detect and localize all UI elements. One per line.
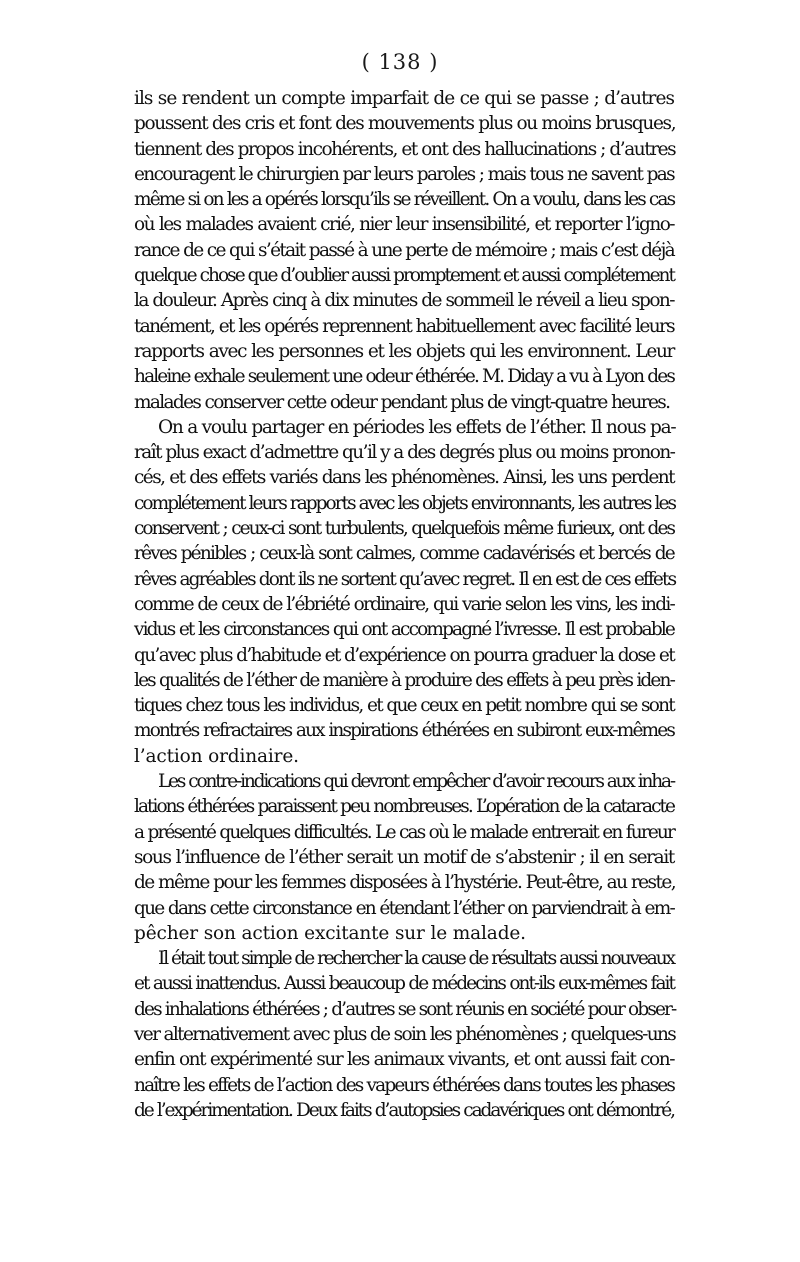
- text-line: et aussi inattendus. Aussi beaucoup de médecins ont-ils eux-mêmes fait: [134, 973, 674, 995]
- text-line: rêves pénibles ; ceux-là sont calmes, comme cadavérisés et bercés de: [134, 543, 674, 565]
- text-line: comme de ceux de l’ébriété ordinaire, qui varie selon les vins, les indi-: [134, 593, 674, 615]
- text-line: de même pour les femmes disposées à l’hystérie. Peut-être, au reste,: [134, 872, 676, 894]
- text-line: naître les effets de l’action des vapeurs éthérées dans toutes les phases: [134, 1074, 674, 1096]
- text-line: a présenté quelques difficultés. Le cas où le malade entrerait en fureur: [134, 821, 674, 843]
- text-line: haleine exhale seulement une odeur éthérée. M. Diday a vu à Lyon des: [134, 366, 675, 388]
- text-line: enfin ont expérimenté sur les animaux vivants, et ont aussi fait con-: [134, 1049, 674, 1071]
- text-line: raît plus exact d’admettre qu’il y a des degrés plus ou moins pronon-: [134, 442, 675, 464]
- text-line: la douleur. Après cinq à dix minutes de sommeil le réveil a lieu spon-: [134, 290, 674, 312]
- text-line: conservent ; ceux-ci sont turbulents, quelquefois même furieux, ont des: [134, 518, 674, 540]
- text-line: de l’expérimentation. Deux faits d’autopsies cadavériques ont démontré,: [134, 1099, 674, 1121]
- text-line: ver alternativement avec plus de soin les phénomènes ; quelques-uns: [134, 1023, 676, 1045]
- text-line: rapports avec les personnes et les objets qui les environnent. Leur: [134, 340, 674, 362]
- text-line: vidus et les circonstances qui ont accompagné l’ivresse. Il est probable: [134, 619, 674, 641]
- text-line: tiennent des propos incohérents, et ont des hallucinations ; d’autres: [134, 138, 676, 160]
- text-line: encouragent le chirurgien par leurs paroles ; mais tous ne savent pas: [134, 163, 674, 185]
- text-line: même si on les a opérés lorsqu’ils se réveillent. On a voulu, dans les cas: [134, 189, 675, 211]
- text-line: complétement leurs rapports avec les objets environnants, les autres les: [134, 492, 676, 514]
- text-line: que dans cette circonstance en étendant l’éther on parviendrait à em-: [134, 897, 674, 919]
- text-line: Les contre-indications qui devront empêcher d’avoir recours aux inha-: [158, 771, 674, 793]
- text-line: ils se rendent un compte imparfait de ce qui se passe ; d’autres: [134, 88, 674, 109]
- text-line: l’action ordinaire.: [134, 745, 299, 767]
- text-line: rance de ce qui s’était passé à une perte de mémoire ; mais c’est déjà: [134, 239, 675, 261]
- text-line: poussent des cris et font des mouvements plus ou moins brusques,: [134, 113, 676, 135]
- text-line: Il était tout simple de rechercher la cause de résultats aussi nouveaux: [158, 948, 674, 970]
- text-line: qu’avec plus d’habitude et d’expérience on pourra graduer la dose et: [134, 644, 674, 666]
- text-line: les qualités de l’éther de manière à produire des effets à peu près iden-: [134, 669, 674, 691]
- text-line: sous l’influence de l’éther serait un motif de s’abstenir ; il en serait: [134, 846, 674, 868]
- text-line: cés, et des effets variés dans les phénomènes. Ainsi, les uns perdent: [134, 467, 674, 489]
- text-line: pêcher son action excitante sur le malade.: [134, 922, 526, 944]
- text-line: On a voulu partager en périodes les effets de l’éther. Il nous pa-: [158, 416, 676, 438]
- page-number: ( 138 ): [361, 50, 439, 74]
- text-line: montrés refractaires aux inspirations éthérées en subiront eux-mêmes: [134, 720, 674, 742]
- text-line: tanément, et les opérés reprennent habituellement avec facilité leurs: [134, 315, 674, 337]
- text-line: quelque chose que d’oublier aussi promptement et aussi complétement: [134, 265, 675, 287]
- text-line: des inhalations éthérées ; d’autres se sont réunis en société pour obser-: [134, 998, 676, 1020]
- text-line: où les malades avaient crié, nier leur insensibilité, et reporter l’igno-: [134, 214, 674, 236]
- text-line: malades conserver cette odeur pendant plus de vingt-quatre heures.: [134, 391, 670, 413]
- text-line: lations éthérées paraissent peu nombreuses. L’opération de la cataracte: [134, 796, 674, 818]
- body-text: [134, 86, 674, 1123]
- text-line: rêves agréables dont ils ne sortent qu’avec regret. Il en est de ces effets: [134, 568, 676, 590]
- text-line: tiques chez tous les individus, et que ceux en petit nombre qui se sont: [134, 695, 674, 717]
